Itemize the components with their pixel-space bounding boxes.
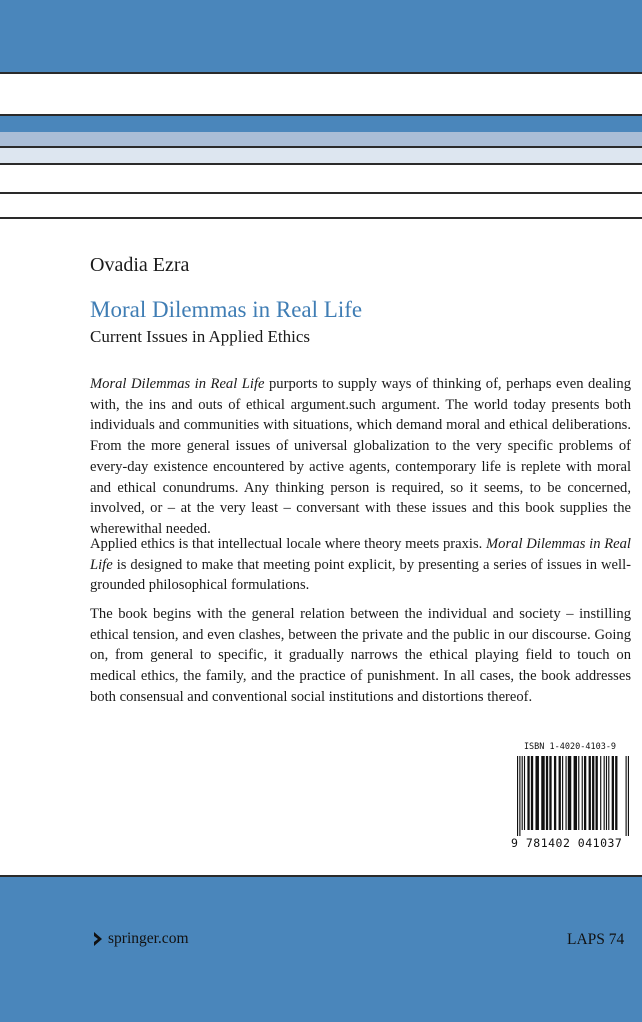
stripe-dark <box>0 114 642 134</box>
barcode-guard-bar <box>519 756 520 836</box>
website-label: springer.com <box>108 930 189 947</box>
paragraph-text: purports to supply ways of thinking of, perhaps even dealing with, the ins and outs of ethical argument.such argument. The world today presents both individuals and communities with situations, which demand moral and ethical deliberations. From the more general issues of universal globalization to the very specific problems of every-day existence encountered by active agents, contemporary life is replete with moral and ethical conundrums. Any thinking person is required, so it seems, to be concerned, involved, or – at the very least – conversant with these issues and this book supplies the wherewithal needed. <box>90 376 631 537</box>
barcode-bar <box>522 756 523 830</box>
barcode-bars <box>517 756 629 836</box>
barcode-bar <box>535 756 538 830</box>
barcode-bar <box>568 756 571 830</box>
title-reference: Moral Dilemmas in Real Life <box>90 536 631 573</box>
barcode-bar <box>524 756 525 830</box>
barcode-bar <box>600 756 601 830</box>
barcode-bar <box>615 756 617 830</box>
barcode-bar <box>578 756 579 830</box>
barcode-bar <box>531 756 533 830</box>
bottom-color-band <box>0 875 642 1022</box>
barcode-bar <box>582 756 583 830</box>
barcode-bar <box>527 756 529 830</box>
barcode-bar <box>554 756 556 830</box>
barcode-guard-bar <box>517 756 518 836</box>
barcode-bar <box>608 756 609 830</box>
barcode-bar <box>592 756 594 830</box>
series-number: LAPS 74 <box>567 931 625 948</box>
barcode-bar <box>612 756 614 830</box>
isbn-label: ISBN 1-4020-4103-9 <box>523 742 617 752</box>
stripe-light <box>0 148 642 165</box>
isbn-barcode <box>511 742 631 852</box>
book-title: Moral Dilemmas in Real Life <box>90 297 363 322</box>
top-color-band <box>0 0 642 74</box>
blurb-paragraph-2 <box>90 534 631 596</box>
barcode-guard-bar <box>626 756 627 836</box>
barcode-bar <box>574 756 577 830</box>
barcode-bar <box>589 756 591 830</box>
barcode-bar <box>541 756 544 830</box>
barcode-bar <box>606 756 607 830</box>
barcode-bar <box>546 756 548 830</box>
barcode-guard-bar <box>628 756 629 836</box>
barcode-bar <box>565 756 566 830</box>
publisher-website <box>92 930 189 948</box>
divider-line <box>0 217 642 219</box>
title-reference: Moral Dilemmas in Real Life <box>90 376 265 392</box>
barcode-bar <box>604 756 605 830</box>
blurb-paragraph-3: The book begins with the general relation between the individual and society – instilling ethical tension, and even clashes, between the private and the public in our discourse. Going on, from general to specific, it gradually narrows the ethical playing field to touch on medical ethics, the family, and the practice of punishment. In all cases, the book addresses both consensual and conventional social institutions and distortions thereof. <box>90 606 631 705</box>
chevron-right-icon <box>92 931 104 947</box>
barcode-bar <box>584 756 586 830</box>
divider-line <box>0 192 642 194</box>
barcode-bar <box>562 756 563 830</box>
barcode-bar <box>596 756 598 830</box>
ean-digits: 9 781402 041037 <box>511 836 623 850</box>
book-subtitle: Current Issues in Applied Ethics <box>90 327 311 346</box>
paragraph-text: Applied ethics is that intellectual locale where theory meets praxis. <box>90 536 487 552</box>
blurb-paragraph-1 <box>90 374 631 540</box>
paragraph-text: is designed to make that meeting point explicit, by presenting a series of issues in well-grounded philosophical formulations. <box>90 556 631 594</box>
stripe-medium <box>0 132 642 148</box>
barcode-bar <box>549 756 551 830</box>
barcode-bar <box>559 756 561 830</box>
author-name: Ovadia Ezra <box>90 254 190 276</box>
